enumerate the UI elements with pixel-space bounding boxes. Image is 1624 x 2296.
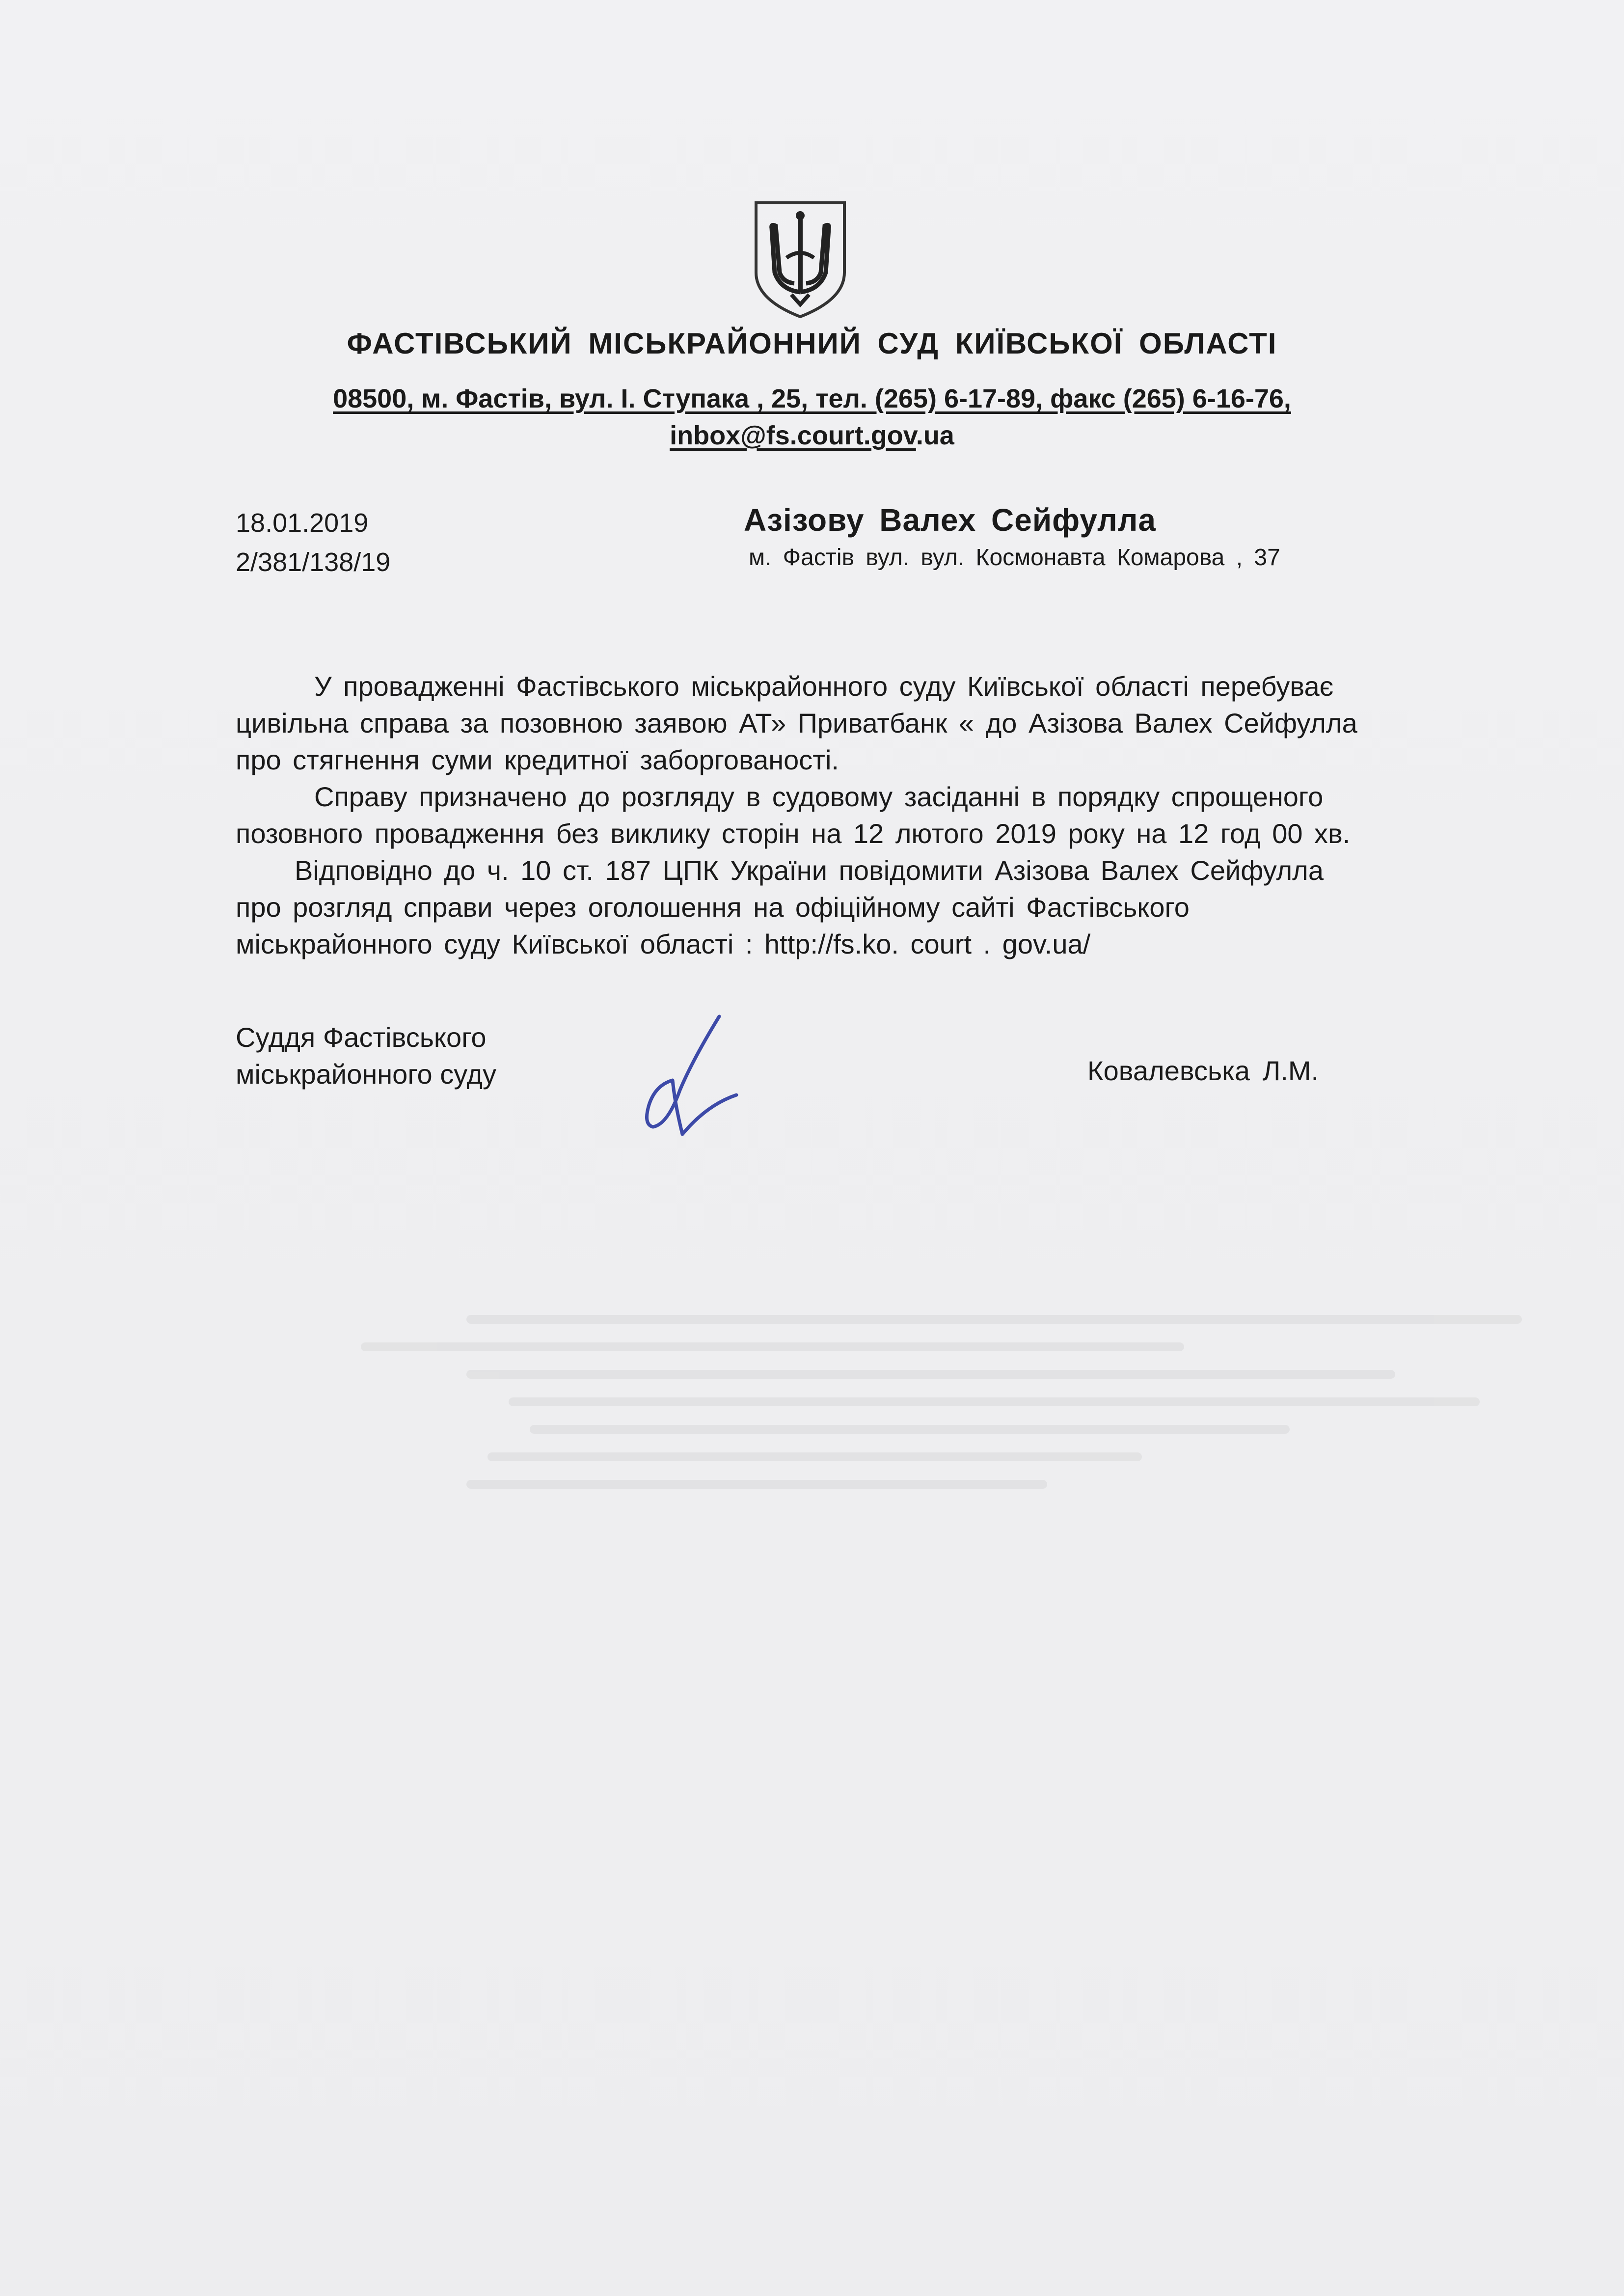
court-name: ФАСТІВСЬКИЙ МІСЬКРАЙОННИЙ СУД КИЇВСЬКОЇ ОБЛАСТІ (347, 327, 1277, 360)
court-email-link[interactable]: inbox@fs.court.gov (670, 421, 916, 450)
body-line: цивільна справа за позовною заявою АТ» Приватбанк « до Азізова Валех Сейфулла (236, 708, 1357, 738)
trident-coat-of-arms-icon (751, 199, 849, 319)
notice-body (236, 668, 1483, 962)
body-line: про стягнення суми кредитної заборгованості. (236, 744, 839, 775)
body-line: У провадженні Фастівського міськрайонного суду Київської області перебуває (314, 671, 1334, 702)
body-line: про розгляд справи через оголошення на офіційному сайті Фастівського (236, 892, 1190, 923)
recipient-address: м. Фастів вул. вул. Космонавта Комарова , 37 (749, 545, 1280, 571)
document-meta (236, 503, 390, 582)
body-line: Відповідно до ч. 10 ст. 187 ЦПК України повідомити Азізова Валех Сейфулла (295, 855, 1324, 886)
handwritten-signature-icon (633, 1007, 761, 1164)
judge-name: Ковалевська Л.М. (1087, 1055, 1319, 1086)
document-reference: 2/381/138/19 (236, 547, 391, 577)
body-line: позовного провадження без виклику сторін на 12 лютого 2019 року на 12 год 00 хв. (236, 818, 1351, 849)
court-address: 08500, м. Фастів, вул. І. Ступака , 25, тел. (265) 6-17-89, факс (265) 6-16-76, (333, 384, 1291, 413)
body-line-with-url: міськрайонного суду Київської області : http://fs.ko. court . gov.ua/ (236, 929, 1091, 959)
court-email-suffix: .ua (916, 421, 954, 450)
recipient-name: Азізову Валех Сейфулла (744, 502, 1156, 538)
court-email (0, 417, 1624, 454)
court-address-block (0, 381, 1624, 454)
document-date: 18.01.2019 (236, 508, 369, 538)
judge-title (236, 1019, 496, 1093)
body-line: Справу призначено до розгляду в судовому засіданні в порядку спрощеного (314, 781, 1324, 812)
show-through-reverse-text (466, 1296, 1522, 1532)
judge-title-line: міськрайонного суду (236, 1059, 497, 1090)
judge-title-line: Суддя Фастівського (236, 1022, 487, 1053)
